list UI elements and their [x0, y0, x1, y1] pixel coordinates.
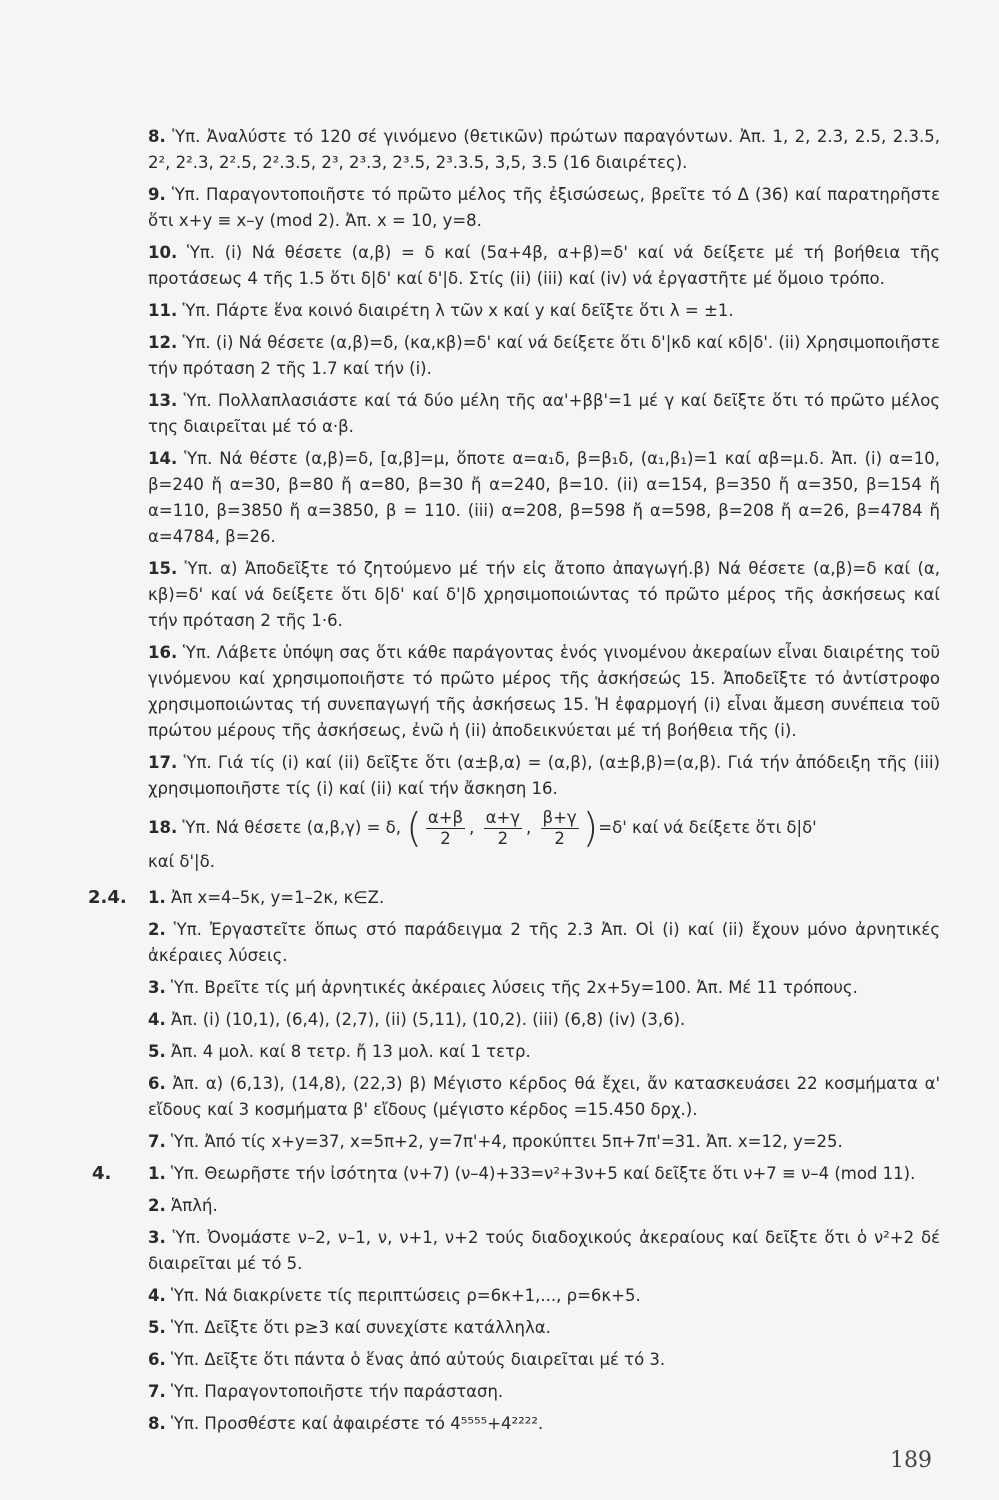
list-item: 7. Ὑπ. Ἀπό τίς x+y=37, x=5π+2, y=7π'+4, προκύπτει 5π+7π'=31. Ἀπ. x=12, y=25.	[148, 1132, 843, 1151]
fraction: $\frac{\alpha+\beta}{2}$	[427, 808, 464, 848]
list-item: 16. Ὑπ. Λάβετε ὑπόψη σας ὅτι κάθε παράγοντας ἑνός γινομένου ἀκεραίων εἶναι διαιρέτης τοῦ γινόμενου καί χρησιμοποιῆστε τό πρῶτο μέρος τῆς ἀσκήσεώς 15. Ἀποδεῖξτε τό ἀντίστροφο χρησιμοποιώντας τή συνεπαγωγή τῆς ἀσκήσεως 15. Ἡ ἐφαρμογή (i) εἶναι ἄμεση συνέπεια τοῦ πρώτου μέρους τῆς ἀσκήσεως, ἐνῶ ἡ (ii) ἀποδεικνύεται μέ τή βοήθεια τῆς (i).	[148, 643, 941, 740]
list-item: 3. Ὑπ. Ὀνομάστε ν–2, ν–1, ν, ν+1, ν+2 τούς διαδοχικούς ἀκεραίους καί δεῖξτε ὅτι ὁ ν²+2 δέ διαιρεῖται μέ τό 5.	[148, 1228, 940, 1273]
list-item: 5. Ὑπ. Δεῖξτε ὅτι p≥3 καί συνεχίστε κατάλληλα.	[148, 1318, 551, 1337]
list-item: 3. Ὑπ. Βρεῖτε τίς μή ἀρνητικές ἀκέραιες λύσεις τῆς 2x+5y=100. Ἀπ. Μέ 11 τρόπους.	[148, 978, 858, 997]
page-number: 189	[890, 1448, 932, 1473]
list-item: 2. Ὑπ. Ἐργαστεῖτε ὅπως στό παράδειγμα 2 τῆς 2.3 Ἀπ. Οἱ (i) καί (ii) ἔχουν μόνο ἀρνητικές ἀκέραιες λύσεις.	[148, 920, 941, 965]
list-item: 6. Ὑπ. Δεῖξτε ὅτι πάντα ὁ ἕνας ἀπό αὐτούς διαιρεῖται μέ τό 3.	[148, 1350, 666, 1369]
list-item: 15. Ὑπ. α) Ἀποδεῖξτε τό ζητούμενο μέ τήν εἰς ἄτοπο ἀπαγωγή.β) Νά θέσετε (α,β)=δ καί (α, κβ)=δ' καί νά δείξετε ὅτι δ|δ' καί δ'|δ χρησιμοποιώντας τό πρῶτο μέρος τῆς ἀσκήσεως καί τήν πρόταση 2 τῆς 1·6.	[148, 559, 940, 630]
left-paren: (	[406, 805, 422, 852]
section-2-4	[88, 885, 941, 1155]
text-body	[88, 124, 941, 1443]
right-paren: )	[582, 805, 599, 852]
list-item: 11. Ὑπ. Πάρτε ἕνα κοινό διαιρέτη λ τῶν x καί y καί δεῖξτε ὅτι λ = ±1.	[148, 301, 734, 320]
list-item: 10. Ὑπ. (i) Νά θέσετε (α,β) = δ καί (5α+4β, α+β)=δ' καί νά δείξετε μέ τή βοήθεια τῆς προτάσεως 4 τῆς 1.5 ὅτι δ|δ' καί δ'|δ. Στίς (ii) (iii) καί (iv) νά ἐργαστῆτε μέ ὅμοιο τρόπο.	[148, 243, 940, 288]
list-item: 1. Ἀπ x=4–5κ, y=1–2κ, κ∈Z.	[148, 888, 385, 907]
list-item: 8. Ὑπ. Προσθέστε καί ἀφαιρέστε τό 4⁵⁵⁵⁵+4²²²².	[148, 1414, 544, 1433]
section-label: 2.4.	[88, 887, 127, 908]
list-item: 8. Ὑπ. Ἀναλύστε τό 120 σέ γινόμενο (θετικῶν) πρώτων παραγόντων. Ἀπ. 1, 2, 2.3, 2.5, 2.3.5, 2², 2².3, 2².5, 2².3.5, 2³, 2³.3, 2³.5, 2³.3.5, 3,5, 3.5 (16 διαιρέτες).	[148, 127, 940, 172]
list-item: 1. Ὑπ. Θεωρῆστε τήν ἰσότητα (ν+7) (ν–4)+33=ν²+3ν+5 καί δεῖξτε ὅτι ν+7 ≡ ν–4 (mod 11).	[148, 1164, 916, 1183]
list-item: 7. Ὑπ. Παραγοντοποιῆστε τήν παράσταση.	[148, 1382, 504, 1401]
fraction: $\frac{\alpha+\gamma}{2}$	[485, 808, 521, 848]
section-label: 4.	[92, 1163, 112, 1184]
list-item: 9. Ὑπ. Παραγοντοποιῆστε τό πρῶτο μέλος τῆς ἐξισώσεως, βρεῖτε τό Δ (36) καί παρατηρῆστε ὅτι x+y ≡ x–y (mod 2). Ἀπ. x = 10, y=8.	[148, 185, 941, 230]
list-item: 13. Ὑπ. Πολλαπλασιάστε καί τά δύο μέλη τῆς αα'+ββ'=1 μέ γ καί δεῖξτε ὅτι τό πρῶτο μέλος της διαιρεῖται μέ τό α·β.	[148, 391, 941, 436]
list-item: 5. Ἀπ. 4 μολ. καί 8 τετρ. ἤ 13 μολ. καί 1 τετρ.	[148, 1042, 531, 1061]
list-item: 12. Ὑπ. (i) Νά θέσετε (α,β)=δ, (κα,κβ)=δ' καί νά δείξετε ὅτι δ'|κδ καί κδ|δ'. (ii) Χρησιμοποιῆστε τήν πρόταση 2 τῆς 1.7 καί τήν (i).	[148, 333, 940, 378]
list-item-18: 18. Ὑπ. Νά θέσετε (α,β,γ) = δ, ( $\frac{\alpha+\beta}{2}$ , $\frac{\alpha+\gamma}{2}$ , $\frac{\beta+\gamma}{2}$ )=δ' καί νά δείξετε ὅτι δ|δ' καί δ'|δ.	[148, 805, 817, 871]
list-item: 17. Ὑπ. Γιά τίς (i) καί (ii) δεῖξτε ὅτι (α±β,α) = (α,β), (α±β,β)=(α,β). Γιά τήν ἀπόδειξη τῆς (iii) χρησιμοποιῆστε τίς (i) καί (ii) καί τήν ἄσκηση 16.	[148, 753, 940, 798]
list-item: 4. Ἀπ. (i) (10,1), (6,4), (2,7), (ii) (5,11), (10,2). (iii) (6,8) (iv) (3,6).	[148, 1010, 686, 1029]
list-item: 14. Ὑπ. Νά θέστε (α,β)=δ, [α,β]=μ, ὅποτε α=α₁δ, β=β₁δ, (α₁,β₁)=1 καί αβ=μ.δ. Ἀπ. (i) α=10, β=240 ἤ α=30, β=80 ἤ α=80, β=30 ἤ α=240, β=10. (ii) α=154, β=350 ἤ α=350, β=154 ἤ α=110, β=3850 ἤ α=3850, β = 110. (iii) α=208, β=598 ἤ α=598, β=208 ἤ α=26, β=4784 ἤ α=4784, β=26.	[148, 449, 940, 546]
list-item: 4. Ὑπ. Νά διακρίνετε τίς περιπτώσεις ρ=6κ+1,..., ρ=6κ+5.	[148, 1286, 641, 1305]
section-4	[92, 1161, 940, 1437]
list-item: 2. Ἁπλή.	[148, 1196, 218, 1215]
list-item: 6. Ἀπ. α) (6,13), (14,8), (22,3) β) Μέγιστο κέρδος θά ἔχει, ἄν κατασκευάσει 22 κοσμήματα α' εἴδους καί 3 κοσμήματα β' εἴδους (μέγιστο κέρδος =15.450 δρχ.).	[148, 1074, 940, 1119]
fraction: $\frac{\beta+\gamma}{2}$	[542, 808, 577, 848]
